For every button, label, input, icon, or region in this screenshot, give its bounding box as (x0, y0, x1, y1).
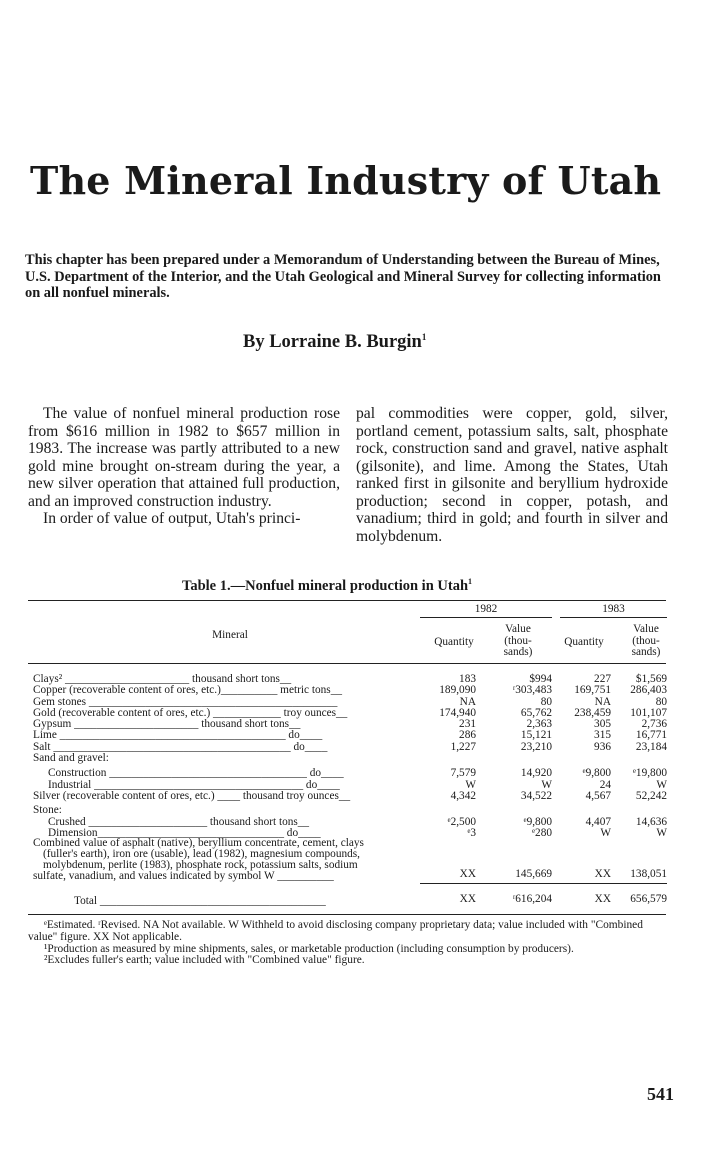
combined-label-line: Combined value of asphalt (native), beryllium concentrate, cement, clays (33, 838, 364, 849)
combined-label-line: sulfate, vanadium, and values indicated by symbol W __________ (33, 871, 334, 882)
table-row-label: Silver (recoverable content of ores, etc.) ____ thousand troy ounces__ (33, 791, 351, 802)
table-cell-value-1983: 2,736 (641, 718, 667, 730)
table-cell-quantity-1983: 169,751 (574, 684, 611, 696)
table-cell-value-1983: 52,242 (635, 790, 667, 802)
body-column-left (28, 405, 340, 528)
table-cell-quantity-1982: 189,090 (439, 684, 476, 696)
combined-quantity-1983: XX (594, 868, 611, 880)
year-1983-rule (560, 617, 667, 618)
table-cell-quantity-1982: NA (459, 696, 476, 708)
table-cell-quantity-1982: 4,342 (450, 790, 476, 802)
table-cell-quantity-1983: 936 (594, 741, 611, 753)
table-row-label: Dimension_________________________________ do____ (48, 828, 321, 839)
preparation-note: This chapter has been prepared under a Memorandum of Understanding between the Bureau of Mines, U.S. Department of the Interior, and the Utah Geological and Mineral Survey for collecting information on all nonfuel minerals. (25, 252, 661, 301)
table-cell-value-1982: 23,210 (520, 741, 552, 753)
table-cell-quantity-1983: 238,459 (574, 707, 611, 719)
total-value-1983: 656,579 (630, 893, 667, 905)
quantity-1982-header: Quantity (434, 636, 474, 648)
table-cell-value-1983: $1,569 (635, 673, 667, 685)
value-1982-header: Value (thou- sands) (503, 623, 533, 658)
table-cell-quantity-1983: ᵉ9,800 (582, 767, 611, 779)
table-cell-value-1983: 101,107 (630, 707, 667, 719)
table-cell-value-1982: 2,363 (526, 718, 552, 730)
combined-value-1982: 145,669 (515, 868, 552, 880)
table-cell-value-1982: 14,920 (520, 767, 552, 779)
year-1982-rule (420, 617, 552, 618)
table-cell-value-1982: ʳ303,483 (512, 684, 552, 696)
table-cell-value-1983: 16,771 (635, 729, 667, 741)
table-caption-text: Table 1.—Nonfuel mineral production in Utah (182, 577, 469, 594)
table-cell-value-1982: 80 (540, 696, 552, 708)
combined-quantity-1982: XX (459, 868, 476, 880)
table-row-label: Gem stones ____________________________________________ (33, 697, 338, 708)
table-note-2: ²Excludes fuller's earth; value included with "Combined value" figure. (44, 954, 365, 967)
table-cell-quantity-1982: ᵉ2,500 (447, 816, 476, 828)
table-notes (28, 920, 668, 967)
table-cell-value-1983: 14,636 (635, 816, 667, 828)
table-row-label: Industrial _____________________________________ do____ (48, 780, 340, 791)
table-cell-quantity-1982: 183 (459, 673, 476, 685)
table-cell-quantity-1983: 227 (594, 673, 611, 685)
table-cell-quantity-1982: 1,227 (450, 741, 476, 753)
table-cell-value-1983: W (656, 779, 667, 791)
byline-footnote-marker: 1 (421, 332, 427, 342)
total-rule (420, 883, 667, 884)
table-note-legend: ᵉEstimated. ʳRevised. NA Not available. W Withheld to avoid disclosing company proprietary data; value included with "Combined value" figure. XX Not applicable. (28, 919, 643, 943)
table-cell-quantity-1982: 231 (459, 718, 476, 730)
table-cell-value-1983: 23,184 (635, 741, 667, 753)
total-label: Total ________________________________________ (74, 896, 326, 907)
table-cell-quantity-1983: 4,567 (585, 790, 611, 802)
table-cell-value-1982: 65,762 (520, 707, 552, 719)
table-caption-footnote: 1 (468, 577, 473, 586)
table-row-label: Crushed _____________________ thousand short tons__ (48, 817, 310, 828)
table-cell-value-1982: 15,121 (520, 729, 552, 741)
year-1983-header: 1983 (602, 603, 625, 615)
table-row-label: Gold (recoverable content of ores, etc.) ____________ troy ounces__ (33, 708, 348, 719)
total-quantity-1983: XX (594, 893, 611, 905)
body-paragraph-2: In order of value of output, Utah's princi- (43, 510, 301, 527)
body-paragraph-1: The value of nonfuel mineral production rose from $616 million in 1982 to $657 million in 1983. The increase was partly attributed to a new gold mine brought on-stream during the year, a new silver operation that attained full production, and an improved construction industry. (28, 405, 340, 510)
table-note-1: ¹Production as measured by mine shipments, sales, or marketable production (including consumption by producers). (44, 942, 574, 955)
combined-label-line: (fuller's earth), iron ore (usable), lead (1982), magnesium compounds, (43, 849, 360, 860)
table-cell-quantity-1982: 174,940 (439, 707, 476, 719)
table-bottom-rule (28, 914, 666, 915)
table-top-rule (28, 600, 666, 601)
table-row-label: Lime ________________________________________ do____ (33, 730, 323, 741)
page-title: The Mineral Industry of Utah (30, 158, 662, 203)
table-row-label: Salt __________________________________________ do____ (33, 742, 328, 753)
combined-value-1983: 138,051 (630, 868, 667, 880)
table-cell-value-1982: 34,522 (520, 790, 552, 802)
table-cell-value-1982: W (541, 779, 552, 791)
table-cell-quantity-1982: 286 (459, 729, 476, 741)
table-row-label: Construction ___________________________________ do____ (48, 768, 344, 779)
table-row-label: Gypsum ______________________ thousand short tons__ (33, 719, 301, 730)
table-cell-value-1982: $994 (529, 673, 552, 685)
quantity-1983-header: Quantity (564, 636, 604, 648)
author-name: By Lorraine B. Burgin (243, 332, 422, 353)
total-quantity-1982: XX (459, 893, 476, 905)
value-1983-header: Value (thou- sands) (631, 623, 661, 658)
mineral-column-header: Mineral (212, 629, 248, 641)
author-byline (243, 332, 426, 353)
table-cell-value-1983: 80 (655, 696, 667, 708)
table-row-label: Copper (recoverable content of ores, etc.)__________ metric tons__ (33, 685, 342, 696)
table-cell-value-1983: 286,403 (630, 684, 667, 696)
year-1982-header: 1982 (474, 603, 498, 615)
table-cell-value-1982: ᵉ280 (532, 827, 552, 839)
table-cell-quantity-1982: W (465, 779, 476, 791)
body-column-right (356, 405, 668, 545)
table-cell-value-1982: ᵉ9,800 (523, 816, 552, 828)
table-cell-value-1983: ᵉ19,800 (633, 767, 667, 779)
table-row-label: Stone: (33, 805, 62, 816)
combined-label-line: molybdenum, perlite (1983), phosphate rock, potassium salts, sodium (43, 860, 358, 871)
table-header-rule (28, 663, 666, 664)
table-cell-quantity-1983: 4,407 (585, 816, 611, 828)
body-paragraph-3: pal commodities were copper, gold, silver, portland cement, potassium salts, salt, phosphate rock, construction sand and gravel, native asphalt (gilsonite), and lime. Among the States, Utah ranked first in gilsonite and beryllium hydroxide production; second in copper, potash, and vanadium; third in gold; and fourth in silver and molybdenum. (356, 405, 668, 545)
total-value-1982: ʳ616,204 (512, 893, 552, 905)
table-cell-quantity-1983: W (600, 827, 611, 839)
table-cell-quantity-1983: 315 (594, 729, 611, 741)
table-caption (182, 577, 472, 595)
table-row-label: Clays² ______________________ thousand short tons__ (33, 674, 292, 685)
table-cell-value-1983: W (656, 827, 667, 839)
table-cell-quantity-1982: 7,579 (450, 767, 476, 779)
table-row-label: Sand and gravel: (33, 753, 109, 764)
table-cell-quantity-1983: 24 (599, 779, 611, 791)
table-cell-quantity-1982: ᵉ3 (467, 827, 476, 839)
table-cell-quantity-1983: NA (594, 696, 611, 708)
page-number: 541 (647, 1084, 674, 1104)
table-cell-quantity-1983: 305 (594, 718, 611, 730)
